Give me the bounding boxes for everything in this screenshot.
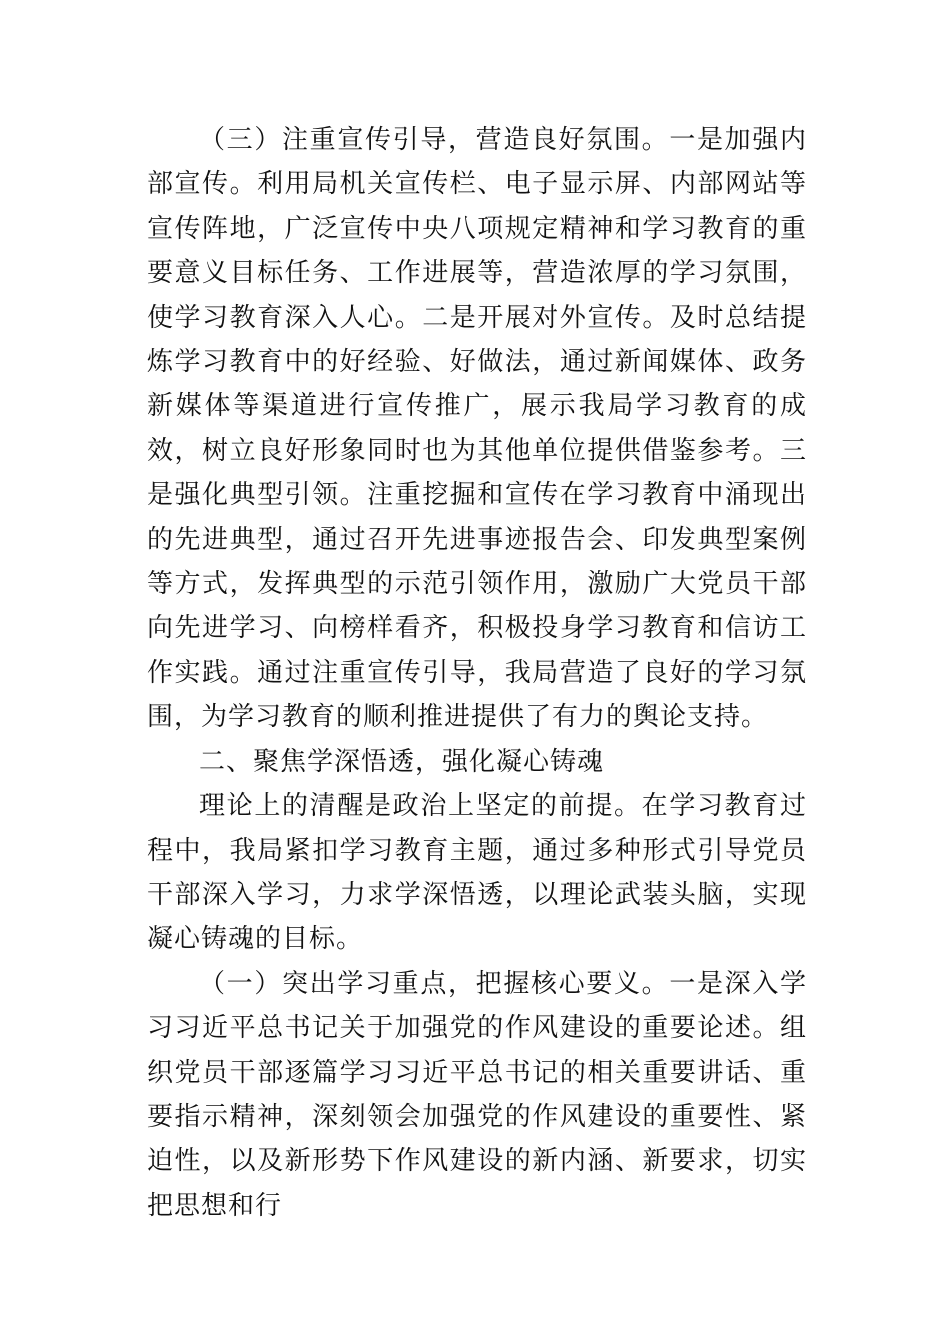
paragraph-theory-intro: 理论上的清醒是政治上坚定的前提。在学习教育过程中，我局紧扣学习教育主题，通过多种形式引导党员干部深入学习，力求学深悟透，以理论武装头脑，实现凝心铸魂的目标。 [147,791,807,955]
paragraph-publicity-guidance: （三）注重宣传引导，营造良好氛围。一是加强内部宣传。利用局机关宣传栏、电子显示屏、内部网站等宣传阵地，广泛宣传中央八项规定精神和学习教育的重要意义目标任务、工作进展等，营造浓厚的学习氛围，使学习教育深入人心。二是开展对外宣传。及时总结提炼学习教育中的好经验、好做法，通过新闻媒体、政务新媒体等渠道进行宣传推广，展示我局学习教育的成效，树立良好形象同时也为其他单位提供借鉴参考。三是强化典型引领。注重挖掘和宣传在学习教育中涌现出的先进典型，通过召开先进事迹报告会、印发典型案例等方式，发挥典型的示范引领作用，激励广大党员干部向先进学习、向榜样看齐，积极投身学习教育和信访工作实践。通过注重宣传引导，我局营造了良好的学习氛围，为学习教育的顺利推进提供了有力的舆论支持。 [147,125,807,733]
section-heading-study: 二、聚焦学深悟透，强化凝心铸魂 [199,746,605,777]
document-body [147,118,807,1228]
paragraph-study-focus: （一）突出学习重点，把握核心要义。一是深入学习习近平总书记关于加强党的作风建设的重要论述。组织党员干部逐篇学习习近平总书记的相关重要讲话、重要指示精神，深刻领会加强党的作风建设的重要性、紧迫性，以及新形势下作风建设的新内涵、新要求，切实把思想和行 [147,968,807,1221]
